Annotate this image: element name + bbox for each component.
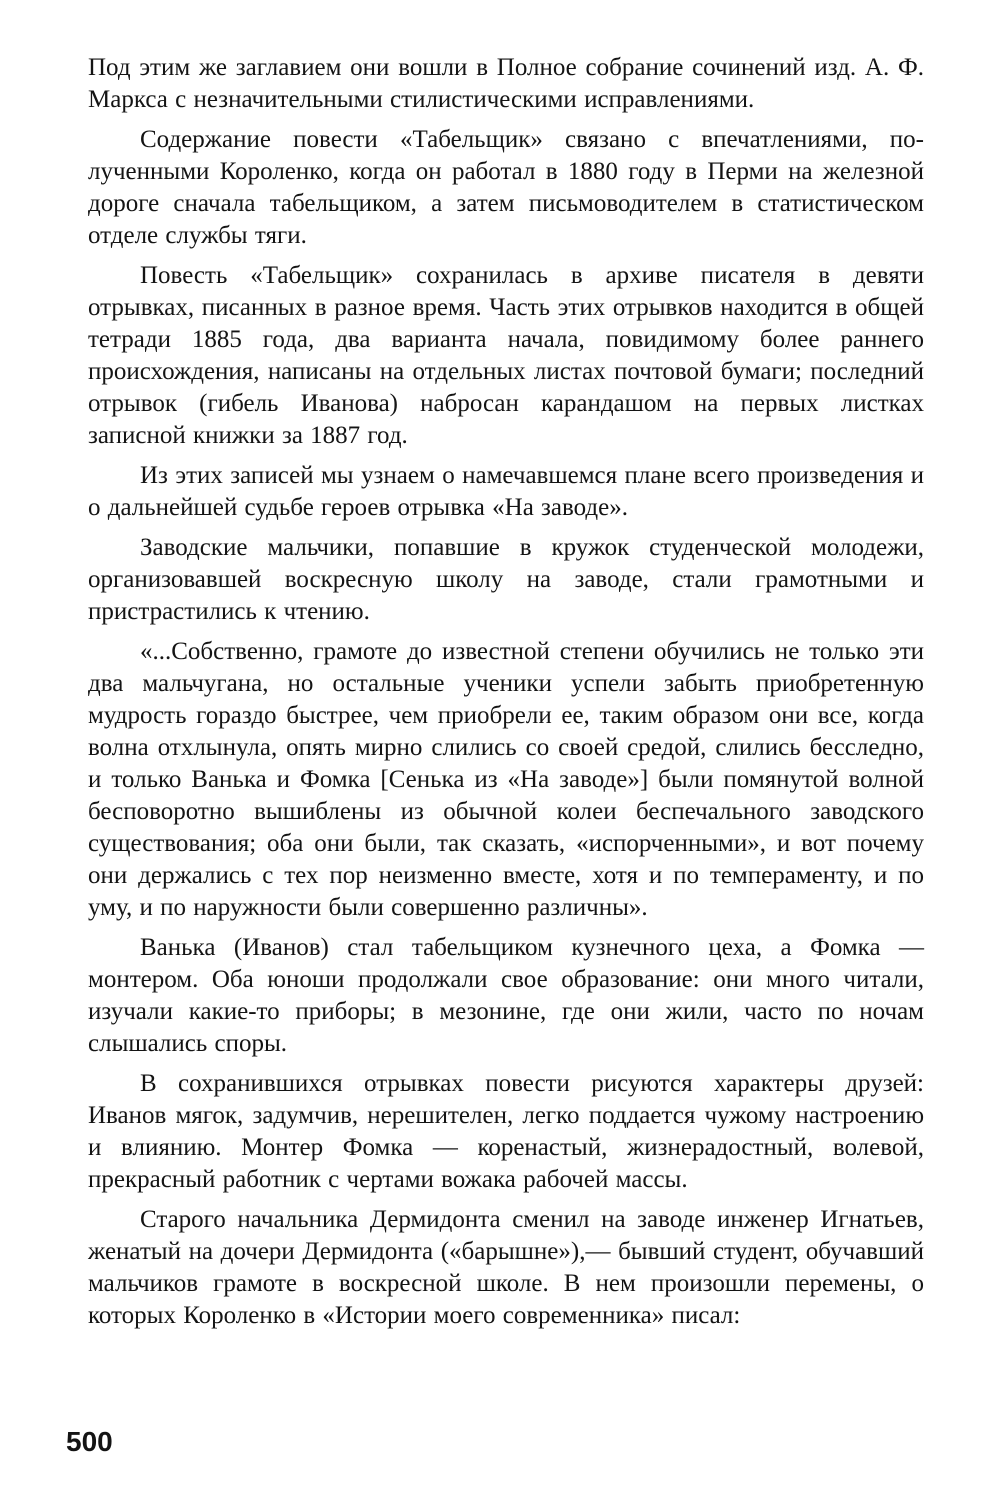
paragraph-3: Повесть «Табельщик» сохранилась в архиве писателя в девяти отрывках, писанных в разное время. Часть этих отрывков находится в общей тетради 1885 года, два варианта начала, повидимому более раннего происхождения, написаны на отдельных листах почтовой бумаги; последний отрывок (гибель Иванова) набросан карандашом на первых листках записной книжки за 1887 год. <box>88 262 924 449</box>
paragraph-7: Ванька (Иванов) стал табельщиком кузнечного цеха, а Фомка — монтером. Оба юноши продолжали свое образование: они много читали, изучали какие-то приборы; в мезонине, где они жили, часто по ночам слышались споры. <box>88 934 924 1057</box>
paragraph-5: Заводские мальчики, попавшие в кружок студенческой молодежи, организовавшей воскресную школу на заводе, стали грамотными и пристрастились к чтению. <box>88 534 924 625</box>
paragraph-6-quote: «...Собственно, грамоте до известной степени обучились не только эти два мальчугана, но остальные ученики успели забыть приобретенную мудрость гораздо быстрее, чем приобрели ее, таким образом они все, когда волна отхлынула, опять мирно слились со своей средой, слились бесследно, и только Ванька и Фомка [Сенька из «На заводе»] были помянутой волной бесповоротно вышиблены из обычной колеи беспечального заводского существования; оба они были, так сказать, «испорченными», и вот почему они держались с тех пор неизменно вместе, хотя и по темпераменту, и по уму, и по наружности были совершенно различны». <box>88 638 924 921</box>
page-body <box>88 52 924 1340</box>
paragraph-2: Содержание повести «Табельщик» связано с впечатлениями, полученными Короленко, когда он работал в 1880 году в Перми на железной дороге сначала табельщиком, а затем письмоводителем в статистическом отделе службы тяги. <box>88 126 924 249</box>
paragraph-9: Старого начальника Дермидонта сменил на заводе инженер Игнатьев, женатый на дочери Дермидонта («барышне»),— бывший студент, обучавший мальчиков грамоте в воскресной школе. В нем произошли перемены, о которых Короленко в «Истории моего современника» писал: <box>88 1206 924 1329</box>
paragraph-8: В сохранившихся отрывках повести рисуются характеры друзей: Иванов мягок, задумчив, нерешителен, легко поддается чужому настроению и влиянию. Монтер Фомка — коренастый, жизнерадостный, волевой, прекрасный работник с чертами вожака рабочей массы. <box>88 1070 924 1193</box>
paragraph-4: Из этих записей мы узнаем о намечавшемся плане всего произведения и о дальнейшей судьбе героев отрывка «На заводе». <box>88 462 924 521</box>
page-number: 500 <box>66 1426 113 1457</box>
paragraph-1: Под этим же заглавием они вошли в Полное собрание сочинений изд. А. Ф. Маркса с незначительными стилистическими исправлениями. <box>88 54 924 113</box>
